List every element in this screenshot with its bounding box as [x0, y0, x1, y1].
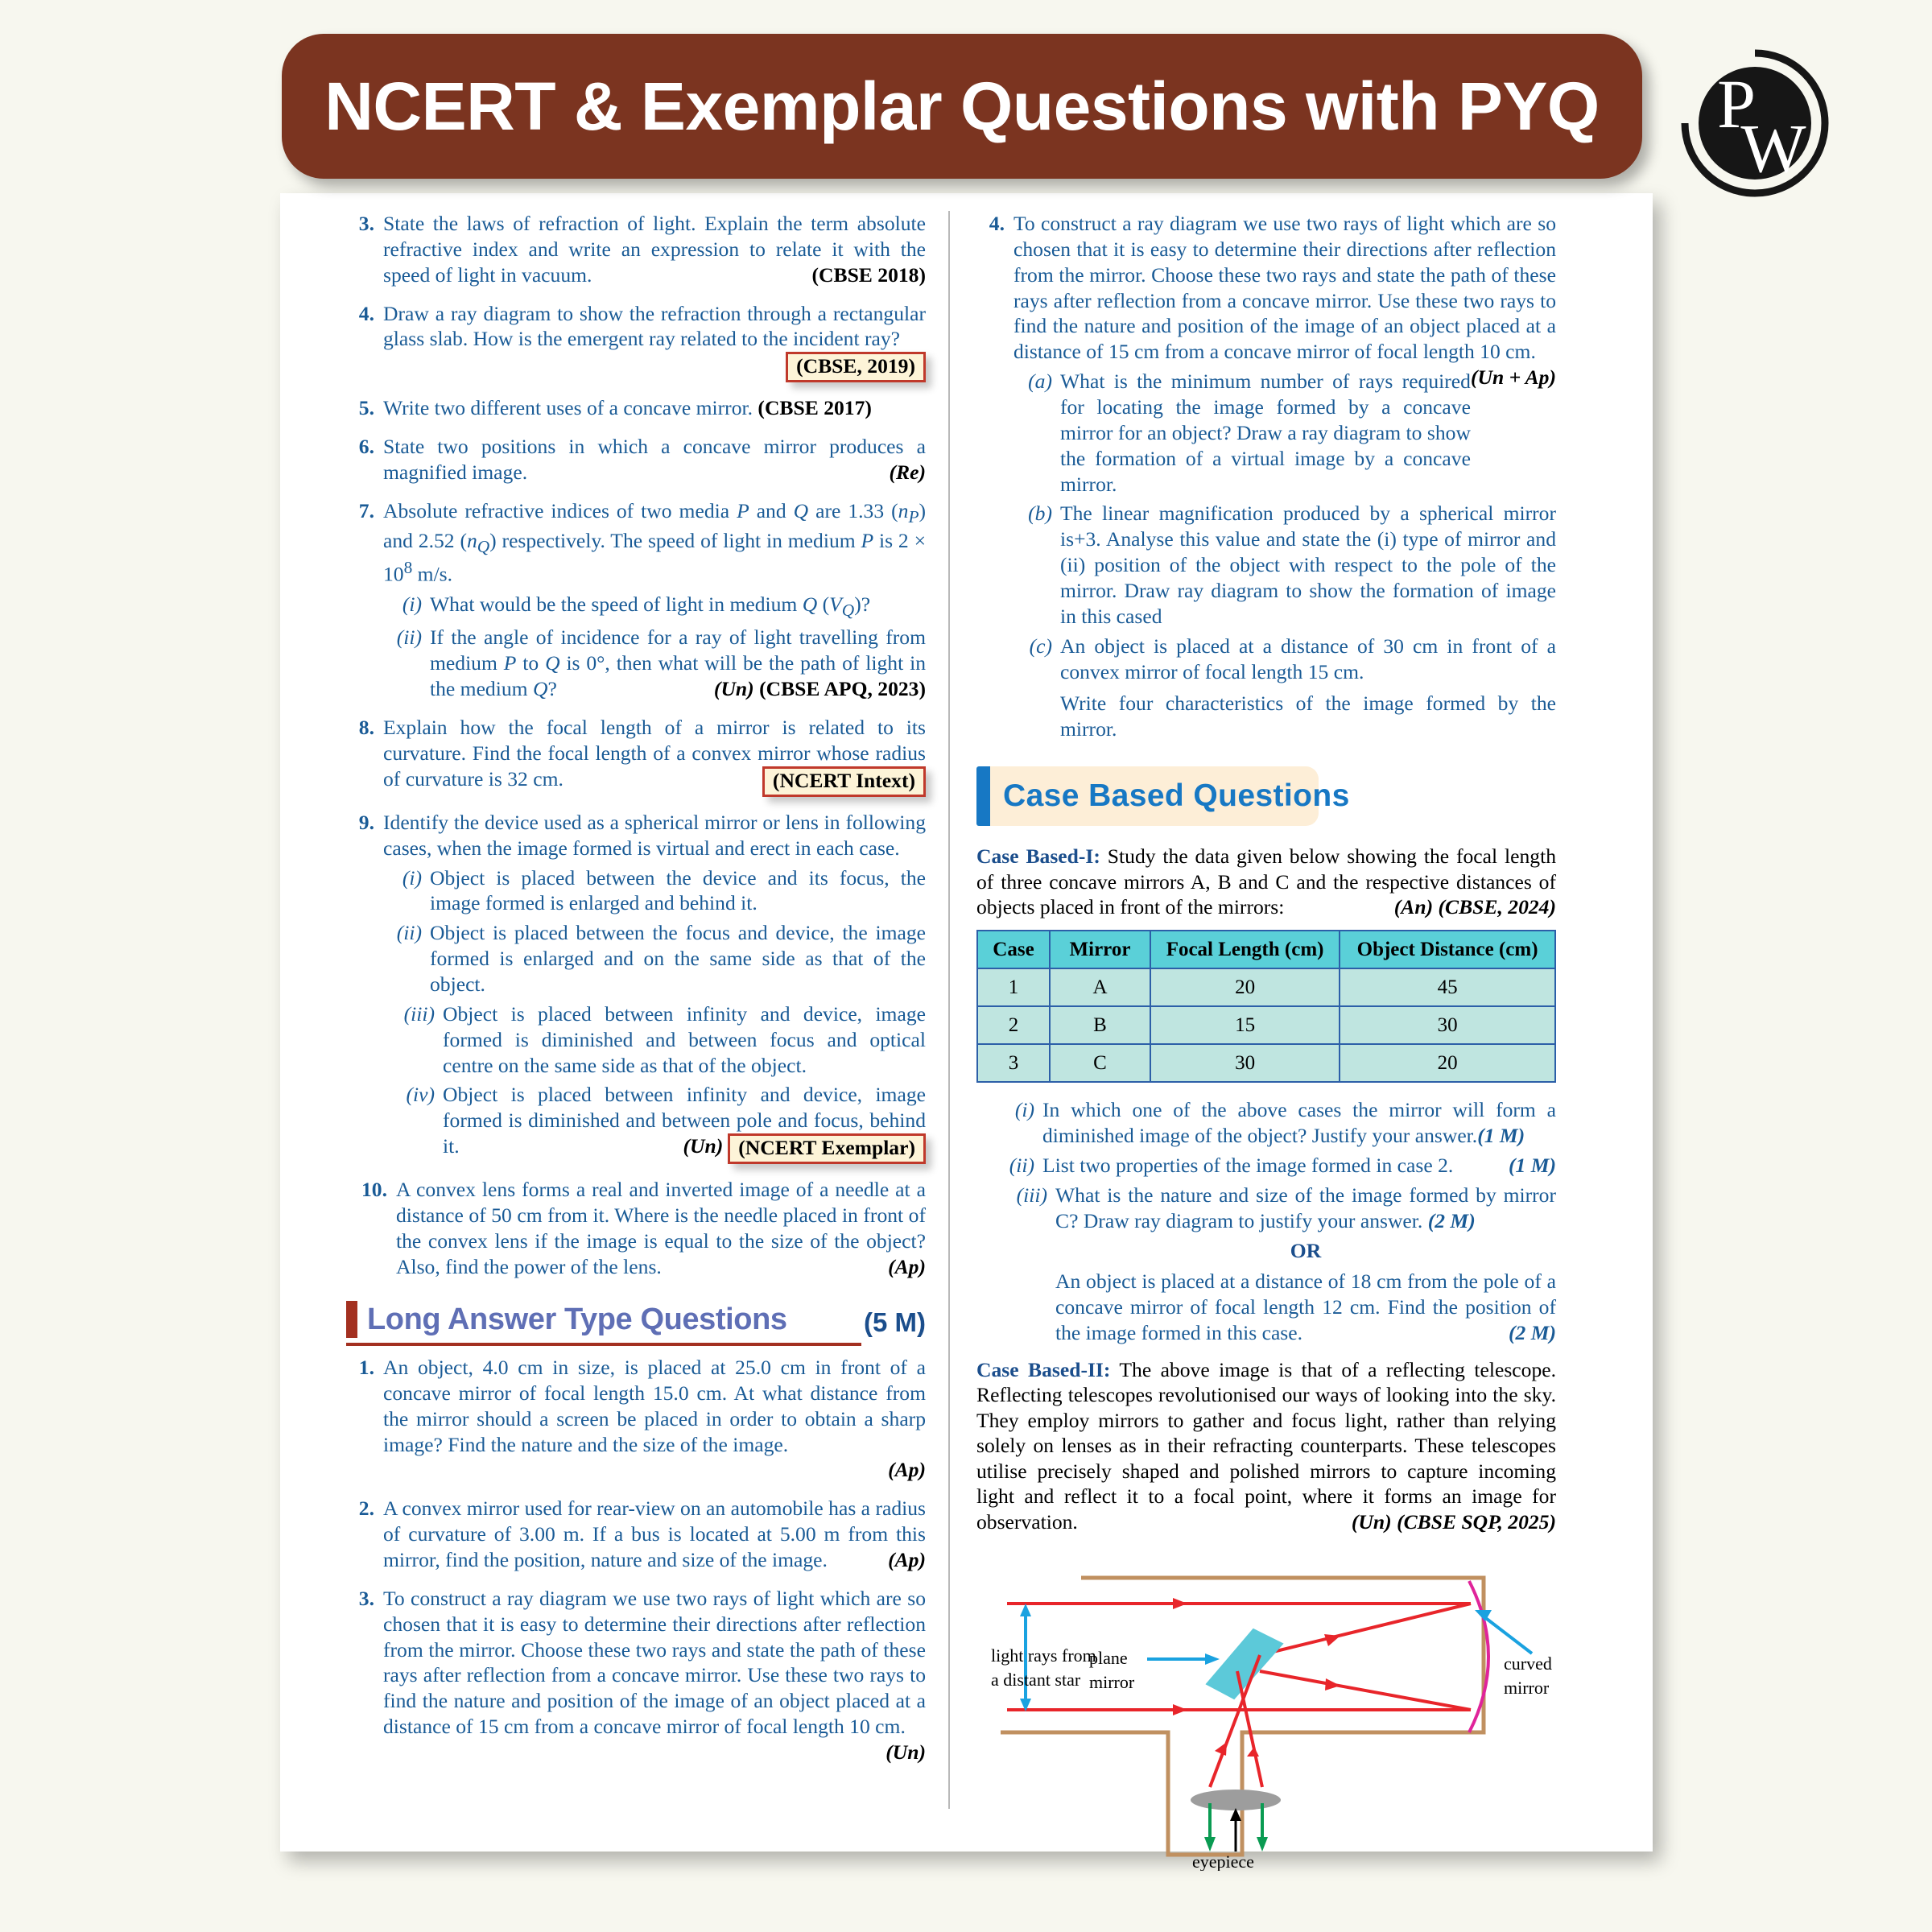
question-text: A convex lens forms a real and inverted image of a needle at a distance of 50 cm from it. Where is the needle placed in front of the convex lens if the image is equal to the size of the object? Also, find the power of the lens. (Ap)	[396, 1178, 926, 1278]
table-header-mirror: Mirror	[1050, 931, 1150, 968]
sub-number: (i)	[1014, 1098, 1034, 1122]
sub-item	[383, 865, 926, 917]
sub-item	[383, 1001, 926, 1079]
credit-tag: (Un + Ap)	[1470, 365, 1556, 390]
question-text: State the laws of refraction of light. Explain the term absolute refractive index and write an expression to relate it with the speed of light in vacuum. (CBSE 2018)	[383, 212, 926, 287]
question-number: 2.	[358, 1496, 374, 1521]
marks-tag: (2 M)	[1509, 1320, 1556, 1344]
label-light-rays-line1: light rays from	[991, 1645, 1096, 1666]
sub-item	[996, 1183, 1556, 1346]
table-cell-mirror: A	[1050, 968, 1150, 1006]
question-text: Explain how the focal length of a mirror is related to its curvature. Find the focal length of a convex mirror whose radius of curvature is 32 cm. (NCERT Intext)	[383, 715, 926, 797]
label-curved-mirror-line1: curved	[1504, 1653, 1552, 1674]
table-cell-case: 2	[977, 1006, 1050, 1044]
table-row	[977, 968, 1555, 1006]
question-text: Draw a ray diagram to show the refraction through a rectangular glass slab. How is the emergent ray related to the incident ray? (CBSE, 2019)	[383, 301, 926, 383]
sub-number: (i)	[402, 592, 422, 616]
long-answer-item-2	[346, 1496, 926, 1573]
table-cell-case: 1	[977, 968, 1050, 1006]
sub-text: Object is placed between infinity and device, image formed is diminished and between pole and focus, behind it. (NCERT Exemplar) (Un)	[443, 1082, 926, 1164]
sub-number: (b)	[1028, 502, 1052, 526]
table-cell-object-distance: 30	[1340, 1006, 1555, 1044]
credit-tag: (CBSE 2017)	[758, 396, 872, 420]
sub-item	[996, 1153, 1556, 1179]
credit-tag: (Ap)	[888, 1458, 926, 1482]
question-number: 4.	[989, 212, 1005, 235]
table-row	[977, 1006, 1555, 1044]
table-cell-focal-length: 30	[1150, 1044, 1340, 1082]
right-column	[976, 211, 1556, 1877]
question-item-3	[346, 211, 926, 288]
section-accent-bar	[976, 766, 990, 826]
credit-tag: (Ap)	[888, 1254, 926, 1278]
sub-number: (c)	[1029, 634, 1052, 658]
table-cell-mirror: C	[1050, 1044, 1150, 1082]
pw-logo-letter-w: W	[1740, 109, 1806, 187]
question-item-5	[346, 395, 926, 421]
case-intro-text: Study the data given below showing the focal length of three concave mirrors A, B and C and the respective distances of objects placed in front of the mirrors:	[976, 844, 1556, 919]
credit-tag: (Ap)	[888, 1548, 926, 1572]
section-title: Case Based Questions	[1003, 778, 1350, 813]
table-cell-focal-length: 20	[1150, 968, 1340, 1006]
sub-text-extra: Write four characteristics of the image formed by the mirror.	[1060, 691, 1556, 741]
question-item-10	[346, 1177, 926, 1279]
question-number: 1.	[358, 1356, 374, 1379]
or-alternative-text: An object is placed at a distance of 18 cm from the pole of a concave mirror of focal length 12 cm. Find the position of the image formed in this case. (2 M)	[1055, 1269, 1556, 1344]
case-based-1-intro	[976, 844, 1556, 919]
question-number: 4.	[358, 301, 374, 325]
label-plane-mirror-line2: mirror	[1089, 1672, 1135, 1693]
sub-text: List two properties of the image formed in case 2. (1 M)	[1042, 1153, 1556, 1177]
sub-number: (iii)	[1016, 1183, 1047, 1207]
credit-tag: (Un)	[683, 1134, 724, 1158]
sub-text: The linear magnification produced by a spherical mirror is+3. Analyse this value and state the (i) type of mirror and (ii) position of the object with respect to the pole of the mirror. Draw ray diagram to show the formation of image in this cased	[1060, 502, 1556, 628]
case-label: Case Based-I:	[976, 844, 1100, 869]
table-cell-object-distance: 45	[1340, 968, 1555, 1006]
section-heading-case-based	[976, 766, 1350, 826]
table-header-row	[977, 931, 1555, 968]
table-header-focal-length: Focal Length (cm)	[1150, 931, 1340, 968]
table-row	[977, 1044, 1555, 1082]
sub-item	[383, 625, 926, 702]
question-number: 3.	[358, 1586, 374, 1610]
case-body-text: The above image is that of a reflecting telescope. Reflecting telescopes revolutionised our ways of looking into the sky. They employ mirrors to gather and focus light, rather than relying solely on lenses as in their refracting counterparts. These telescopes utilise precisely shaped and polished mirrors to capture incoming light and reflect it to a focal point, where it forms an image for observation.	[976, 1357, 1557, 1534]
question-number: 6.	[358, 435, 374, 459]
question-item-8	[346, 715, 926, 797]
sub-item	[1013, 634, 1556, 742]
pw-logo-letter-p: P	[1717, 65, 1756, 142]
sub-text: Object is placed between infinity and device, image formed is diminished and between focus and optical centre on the same side as that of the object.	[443, 1001, 926, 1077]
sub-text: An object is placed at a distance of 30 cm in front of a convex mirror of focal length 15 cm. Write four characteristics of the image formed by the mirror.	[1060, 634, 1556, 741]
credit-tag: (CBSE 2018)	[811, 262, 926, 287]
label-curved-mirror-line2: mirror	[1504, 1678, 1550, 1699]
credit-tag: (Un)	[886, 1740, 926, 1765]
section-rule	[346, 1343, 861, 1346]
credit-tag: (Re)	[889, 460, 926, 485]
credit-tag: (Un) (CBSE APQ, 2023)	[713, 677, 926, 701]
sub-number: (ii)	[396, 921, 422, 945]
question-number: 10.	[361, 1178, 387, 1202]
question-item-6	[346, 434, 926, 485]
sub-item	[383, 592, 926, 621]
question-text: Absolute refractive indices of two media P and Q are 1.33 $(n_P)$ and 2.52 $(n_Q)$ respectively. The speed of light in medium P is $2 \times 10^8$ m/s. (i) What would be the speed of light in medium Q $(V_Q)$? (ii) If the angle of incidence for a ray of light travelling from medium P to Q is 0°, then what will be the path of light in the medium Q? (Un) (CBSE APQ, 2023)	[383, 499, 927, 701]
question-number: 5.	[358, 396, 374, 420]
left-column	[346, 211, 926, 1778]
credit-tag-highlighted: (NCERT Intext)	[762, 766, 926, 797]
sub-number: (i)	[402, 865, 422, 890]
marks-tag: (1 M)	[1509, 1153, 1556, 1177]
question-text: State two positions in which a concave mirror produces a magnified image. (Re)	[383, 435, 926, 485]
question-number: 7.	[358, 499, 374, 523]
table-header-object-distance: Object Distance (cm)	[1340, 931, 1555, 968]
sub-item	[1013, 369, 1471, 497]
question-text: To construct a ray diagram we use two rays of light which are so chosen that it is easy to determine their directions after reflection from the mirror. Choose these two rays and state the path of these rays after reflection from a concave mirror. Use these two rays to find the nature and position of the image of an object placed at a distance of 15 cm from a concave mirror of focal length 10 cm. (Un)	[383, 1586, 926, 1765]
marks-tag: (2 M)	[1427, 1208, 1476, 1232]
question-text: Write two different uses of a concave mirror. (CBSE 2017)	[383, 396, 872, 420]
credit-tag: (Un) (CBSE SQP, 2025)	[1351, 1509, 1556, 1534]
question-text: A convex mirror used for rear-view on an automobile has a radius of curvature of 3.00 m. If a bus is located at 5.00 m from this mirror, find the position, nature and size of the image. (Ap)	[383, 1496, 926, 1572]
sub-text: In which one of the above cases the mirror will form a diminished image of the object? Justify your answer.(1 M)	[1042, 1098, 1556, 1147]
section-heading-long-answer	[346, 1301, 926, 1339]
section-accent-bar	[346, 1301, 357, 1338]
sub-text: What is the minimum number of rays required for locating the image formed by a concave mirror for an object? Draw a ray diagram to show the formation of a virtual image by a concave mirror.	[1060, 369, 1471, 496]
question-text: To construct a ray diagram we use two rays of light which are so chosen that it is easy to determine their directions after reflection from the mirror. Choose these two rays and state the path of these rays after reflection from a concave mirror. Use these two rays to find the nature and position of the image of an object placed at a distance of 15 cm from a concave mirror of focal length 10 cm. (Un + Ap) (a) What is the minimum number of rays required for locating the image formed by a concave mirror for an object? Draw a ray diagram to show the formation of a virtual image by a concave mirror. (b) The linear magnification produced by a spherical mirror is+3. Analyse this value and state the (i) type of mirror and (ii) position of the object with respect to the pole of the mirror. Draw ray diagram to show the formation of image in this cased (c) An object is placed at a distance of 30 cm in front of a convex mirror of focal length 15 cm. Write four characteristics of the image formed by the mirror.	[1013, 212, 1556, 741]
credit-tag-highlighted: (NCERT Exemplar)	[728, 1133, 926, 1164]
section-title: Long Answer Type Questions	[367, 1302, 787, 1336]
question-item-9	[346, 810, 926, 1164]
or-divider-label: OR	[1290, 1239, 1322, 1263]
section-marks: (5 M)	[864, 1307, 926, 1337]
marks-tag: (1 M)	[1477, 1123, 1525, 1147]
table-cell-mirror: B	[1050, 1006, 1150, 1044]
sub-number: (iv)	[406, 1083, 435, 1107]
sub-text: Object is placed between the device and its focus, the image formed is enlarged and behind it.	[430, 865, 926, 915]
sub-number: (ii)	[1009, 1153, 1034, 1177]
question-item-7	[346, 498, 926, 702]
pw-logo	[1678, 47, 1831, 200]
mirror-data-table	[976, 930, 1556, 1084]
sub-number: (a)	[1028, 369, 1052, 394]
credit-tag-highlighted: (CBSE, 2019)	[786, 352, 926, 382]
question-item-4-right	[976, 211, 1556, 742]
case-based-2-text	[976, 1357, 1556, 1534]
question-item-4	[346, 301, 926, 383]
credit-tag: (An) (CBSE, 2024)	[1393, 895, 1556, 919]
table-cell-object-distance: 20	[1340, 1044, 1555, 1082]
page-banner	[282, 34, 1642, 179]
column-divider	[948, 211, 950, 1809]
sub-item	[996, 1097, 1556, 1149]
reflecting-telescope-diagram	[976, 1549, 1556, 1877]
sub-number: (iii)	[403, 1001, 435, 1026]
table-cell-case: 3	[977, 1044, 1050, 1082]
page-title: NCERT & Exemplar Questions with PYQ	[324, 68, 1600, 144]
question-number: 8.	[358, 715, 374, 739]
sub-item	[1013, 501, 1556, 629]
sub-item	[383, 920, 926, 997]
sub-text: What would be the speed of light in medium Q $(V_Q)$?	[430, 592, 871, 620]
sub-text: Object is placed between the focus and device, the image formed is enlarged and on the same side as that of the object.	[430, 921, 926, 996]
table-header-case: Case	[977, 931, 1050, 968]
sub-text: If the angle of incidence for a ray of light travelling from medium P to Q is 0°, then what will be the path of light in the medium Q? (Un) (CBSE APQ, 2023)	[430, 625, 926, 701]
case-label: Case Based-II:	[976, 1357, 1111, 1381]
label-plane-mirror-line1: plane	[1089, 1648, 1128, 1669]
sub-number: (ii)	[396, 625, 422, 650]
label-eyepiece: eyepiece	[1192, 1852, 1254, 1872]
table-cell-focal-length: 15	[1150, 1006, 1340, 1044]
long-answer-item-3	[346, 1586, 926, 1765]
question-number: 3.	[358, 212, 374, 235]
long-answer-item-1	[346, 1355, 926, 1483]
sub-item	[383, 1082, 926, 1164]
question-number: 9.	[358, 810, 374, 834]
question-text: Identify the device used as a spherical mirror or lens in following cases, when the image formed is virtual and erect in each case. (i) Object is placed between the device and its focus, the image formed is enlarged and behind it. (ii) Object is placed between the focus and device, the image formed is enlarged and on the same side as that of the object. (iii) Object is placed between infinity and device, image formed is diminished and between focus and optical centre on the same side as that of the object. (iv) Object is placed between infinity and device, image formed is diminished and between pole and focus, behind it. (NCERT Exemplar) (Un)	[383, 810, 926, 1164]
sub-text: What is the nature and size of the image formed by mirror C? Draw ray diagram to justify your answer. (2 M) OR An object is placed at a distance of 18 cm from the pole of a concave mirror of focal length 12 cm. Find the position of the image formed in this case. (2 M)	[1055, 1183, 1556, 1344]
question-text: An object, 4.0 cm in size, is placed at 25.0 cm in front of a concave mirror of focal length 15.0 cm. At what distance from the mirror should a screen be placed in order to obtain a sharp image? Find the nature and the size of the image. (Ap)	[383, 1356, 926, 1482]
label-light-rays-line2: a distant star	[991, 1670, 1081, 1690]
